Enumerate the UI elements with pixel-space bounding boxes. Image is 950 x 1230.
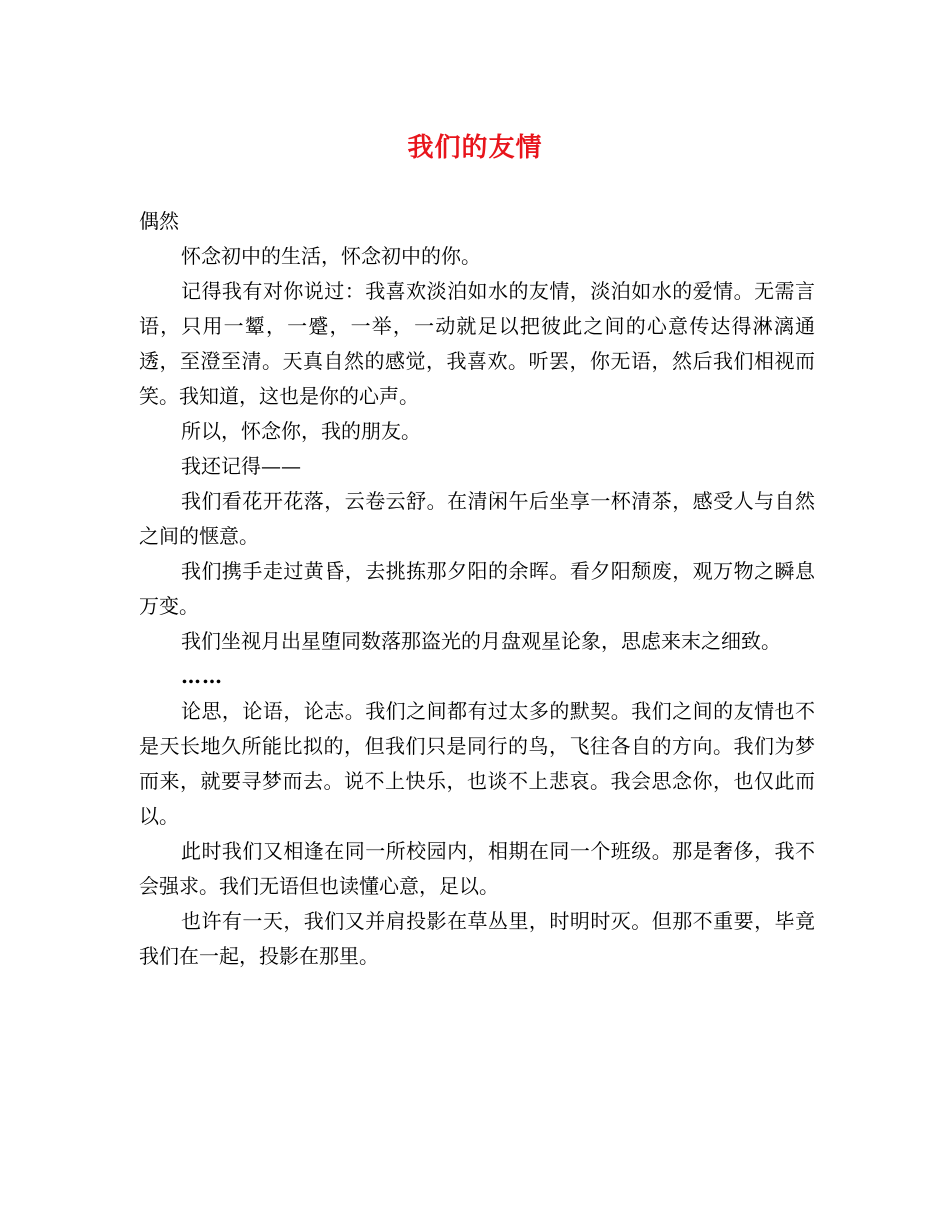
paragraph-4: 我还记得—— xyxy=(181,454,301,478)
paragraph-2: 记得我有对你说过：我喜欢淡泊如水的友情，淡泊如水的爱情。无需言语，只用一颦，一蹙，一举，一动就足以把彼此之间的心意传达得淋漓通透，至澄至清。天真自然的感觉，我喜欢。听罢，你无语，然后我们相视而笑。我知道，这也是你的心声。 xyxy=(139,279,815,408)
paragraph-10: 也许有一天，我们又并肩投影在草丛里，时明时灭。但那不重要，毕竟我们在一起，投影在那里。 xyxy=(139,909,815,968)
document-body xyxy=(139,204,815,974)
paragraph-1: 怀念初中的生活，怀念初中的你。 xyxy=(181,244,481,268)
author-line: 偶然 xyxy=(139,209,179,233)
paragraph-9: 此时我们又相逢在同一所校园内，相期在同一个班级。那是奢侈，我不会强求。我们无语但也读懂心意，足以。 xyxy=(139,839,815,898)
paragraph-6: 我们携手走过黄昏，去挑拣那夕阳的余晖。看夕阳颓废，观万物之瞬息万变。 xyxy=(139,559,815,618)
document-title: 我们的友情 xyxy=(407,133,543,163)
paragraph-8: 论思，论语，论志。我们之间都有过太多的默契。我们之间的友情也不是天长地久所能比拟的，但我们只是同行的鸟，飞往各自的方向。我们为梦而来，就要寻梦而去。说不上快乐，也谈不上悲哀。我会思念你，也仅此而以。 xyxy=(139,699,815,828)
paragraph-3: 所以，怀念你，我的朋友。 xyxy=(181,419,421,443)
paragraph-5: 我们看花开花落，云卷云舒。在清闲午后坐享一杯清茶，感受人与自然之间的惬意。 xyxy=(139,489,815,548)
ellipsis-line: …… xyxy=(181,664,223,688)
paragraph-7: 我们坐视月出星堕同数落那盗光的月盘观星论象，思虑来末之细致。 xyxy=(181,629,781,653)
